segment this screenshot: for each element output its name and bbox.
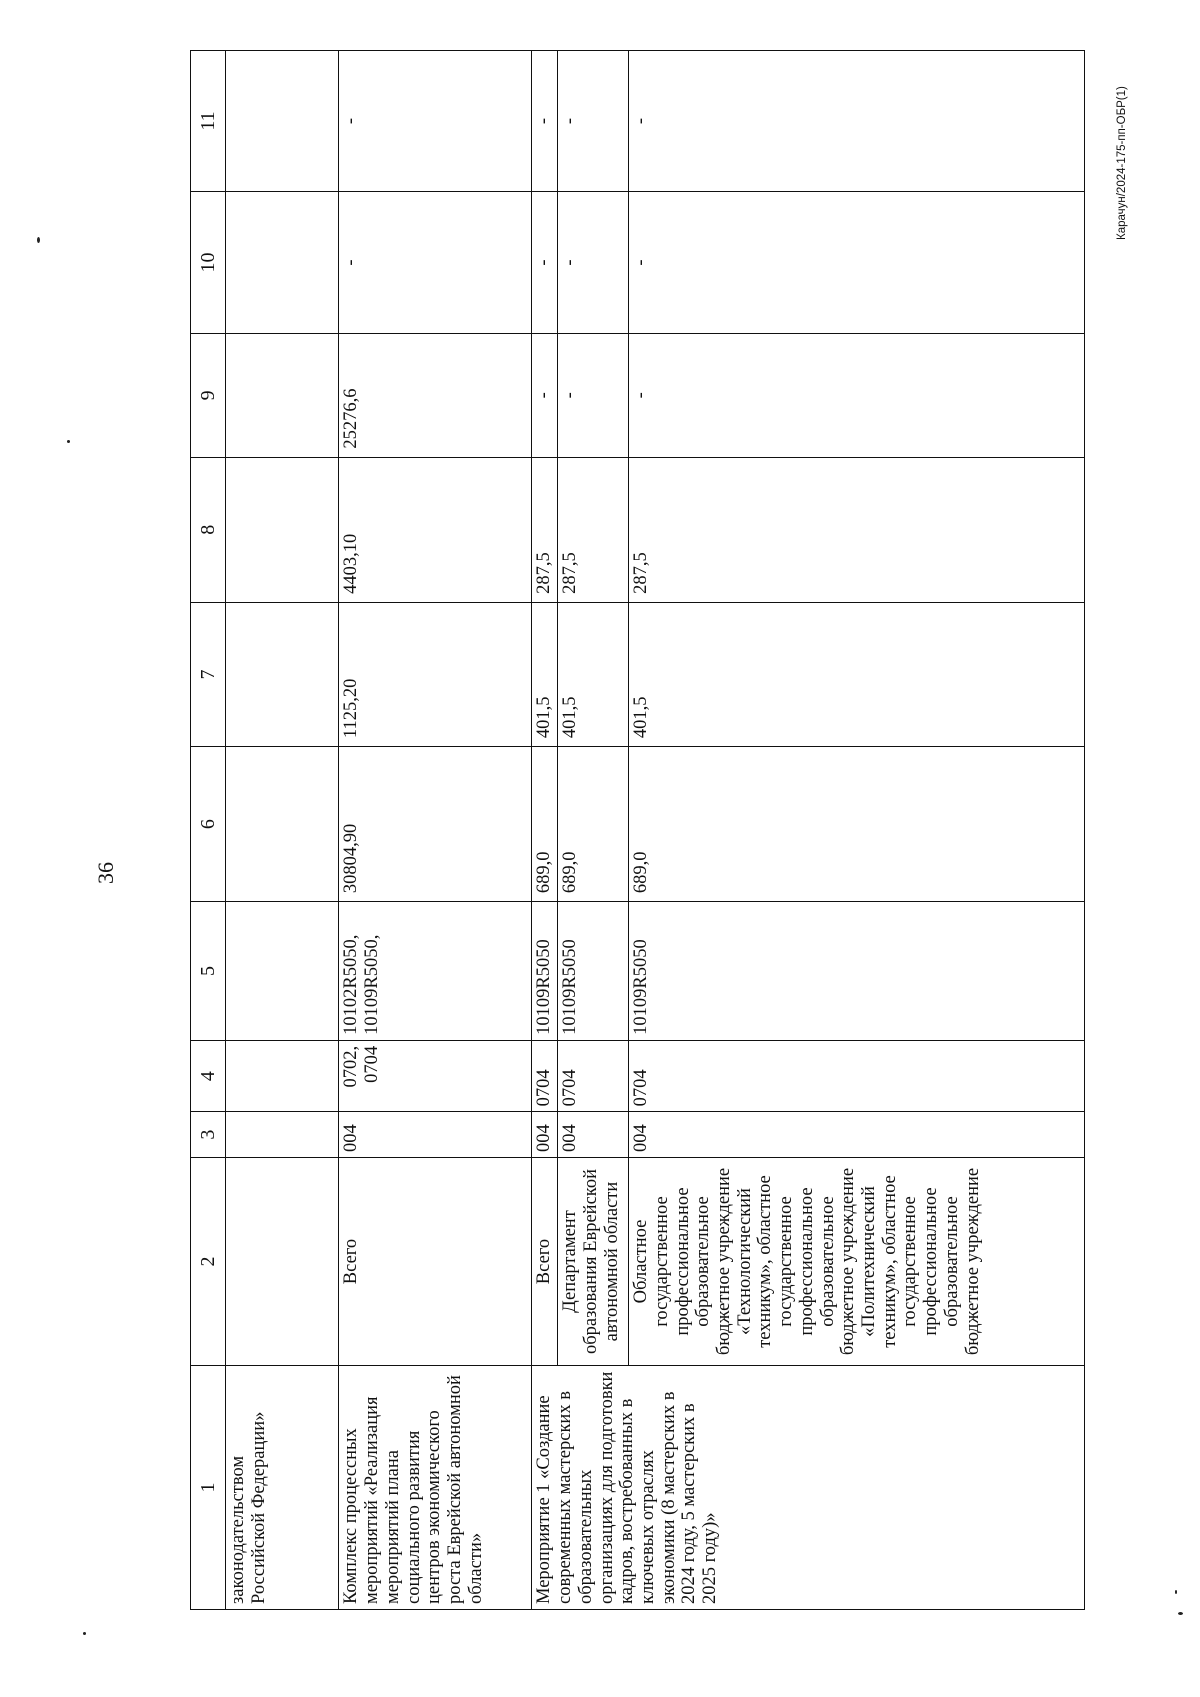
- table-cell: [226, 747, 339, 902]
- table-cell: 0702, 0704: [339, 1040, 532, 1112]
- table-cell: Департамент образования Еврейской автономной области: [558, 1157, 629, 1365]
- table-cell: -: [339, 51, 532, 192]
- header-cell: 4: [191, 1040, 226, 1112]
- table-cell: 287,5: [532, 457, 558, 602]
- table-cell: 0704: [532, 1040, 558, 1112]
- table-cell: -: [532, 51, 558, 192]
- table-cell: -: [629, 192, 1085, 334]
- table-cell: [226, 457, 339, 602]
- scan-speck: [67, 440, 70, 443]
- table-cell: 401,5: [558, 602, 629, 746]
- table-cell: Всего: [532, 1157, 558, 1365]
- header-cell: 1: [191, 1366, 226, 1610]
- table-cell: 25276,6: [339, 334, 532, 458]
- table-cell: 10102R5050, 10109R5050,: [339, 902, 532, 1041]
- table-row: [226, 51, 339, 1610]
- document-code: Карачун/2024-175-пп-ОБР(1): [1116, 86, 1128, 240]
- table-cell: Областное государственное профессиональное образовательное бюджетное учреждение «Технологический техникум», областное государственное профессиональное образовательное бюджетное учреждение «Политехнический техникум», областное государственное профессиональное образовательное бюджетное учреждение: [629, 1157, 1085, 1365]
- header-cell: 3: [191, 1112, 226, 1158]
- table-cell: [226, 902, 339, 1041]
- table-cell: [226, 1040, 339, 1112]
- table-cell: 30804,90: [339, 747, 532, 902]
- table-cell: [226, 192, 339, 334]
- table-cell: 689,0: [558, 747, 629, 902]
- data-table-rotated: [190, 50, 1085, 1610]
- table-cell: [226, 1157, 339, 1365]
- header-cell: 2: [191, 1157, 226, 1365]
- table-cell: 004: [558, 1112, 629, 1158]
- table-cell: 004: [629, 1112, 1085, 1158]
- table-cell: 4403,10: [339, 457, 532, 602]
- table-cell: -: [339, 192, 532, 334]
- table-cell: 689,0: [629, 747, 1085, 902]
- header-cell: 10: [191, 192, 226, 334]
- table-cell: 401,5: [532, 602, 558, 746]
- table-cell: -: [558, 334, 629, 458]
- scan-speck: [1175, 1590, 1177, 1594]
- table-cell: 0704: [629, 1040, 1085, 1112]
- table-cell: [226, 51, 339, 192]
- table-cell: -: [532, 334, 558, 458]
- scan-speck: [37, 237, 40, 243]
- header-cell: 7: [191, 602, 226, 746]
- table-cell: 689,0: [532, 747, 558, 902]
- table-row: [532, 51, 558, 1610]
- table-cell: -: [532, 192, 558, 334]
- header-cell: 11: [191, 51, 226, 192]
- table-row: [339, 51, 532, 1610]
- table-cell: Комплекс процессных мероприятий «Реализация мероприятий плана социального развития центров экономического роста Еврейской автономной области»: [339, 1366, 532, 1610]
- table-cell: Мероприятие 1 «Создание современных мастерских в образовательных организациях для подготовки кадров, востребованных в ключевых отраслях экономики (8 мастерских в 2024 году, 5 мастерских в 2025 году)»: [532, 1366, 1085, 1610]
- table-cell: -: [629, 334, 1085, 458]
- table-cell: -: [629, 51, 1085, 192]
- table-cell: [226, 602, 339, 746]
- page-number: 36: [93, 862, 118, 884]
- header-cell: 6: [191, 747, 226, 902]
- table-cell: 401,5: [629, 602, 1085, 746]
- table-cell: Всего: [339, 1157, 532, 1365]
- header-cell: 8: [191, 457, 226, 602]
- table-cell: 10109R5050: [532, 902, 558, 1041]
- table-cell: 1125,20: [339, 602, 532, 746]
- table-cell: 004: [532, 1112, 558, 1158]
- budget-table: [190, 50, 1085, 1610]
- scan-speck: [83, 1632, 86, 1635]
- table-cell: законодательством Российской Федерации»: [226, 1366, 339, 1610]
- table-cell: 287,5: [558, 457, 629, 602]
- header-cell: 9: [191, 334, 226, 458]
- table-cell: 10109R5050: [558, 902, 629, 1041]
- table-cell: 0704: [558, 1040, 629, 1112]
- header-cell: 5: [191, 902, 226, 1041]
- table-cell: 287,5: [629, 457, 1085, 602]
- table-cell: [226, 334, 339, 458]
- table-cell: [226, 1112, 339, 1158]
- table-cell: 10109R5050: [629, 902, 1085, 1041]
- header-row: [191, 51, 226, 1610]
- table-cell: -: [558, 192, 629, 334]
- table-cell: -: [558, 51, 629, 192]
- table-cell: 004: [339, 1112, 532, 1158]
- scan-speck: [1178, 1612, 1183, 1615]
